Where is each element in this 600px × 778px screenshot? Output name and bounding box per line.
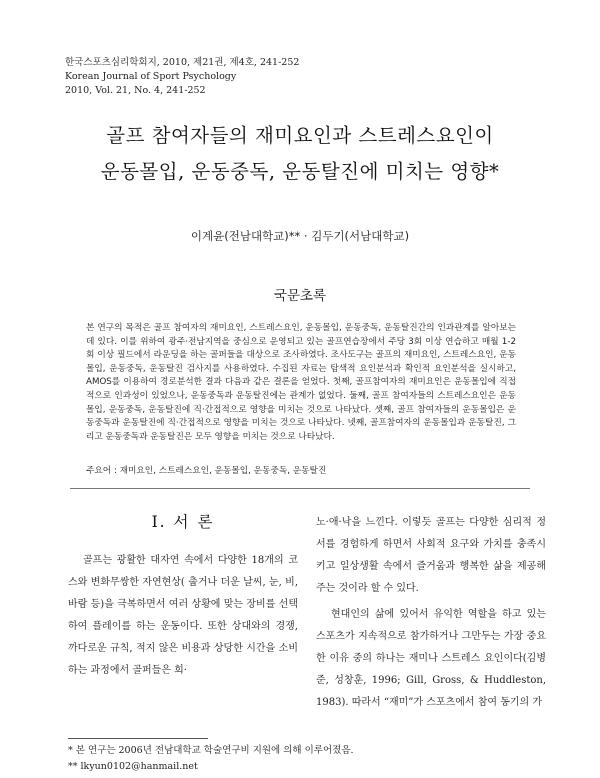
footnote-email: ** lkyun0102@hanmail.net (68, 761, 198, 772)
intro-paragraph-2: 현대인의 삶에 있어서 유익한 역할을 하고 있는 스포츠가 지속적으로 참가하거나 그만두는 가장 중요한 이유 중의 하나는 재미나 스트레스 요인이다(김병준, 성창훈, 1996; Gill, Gross, & Huddleston, 1983). 따라서 “재미”가 스포츠에서 참여 동기의 가 (316, 609, 546, 708)
journal-header-korean: 한국스포츠심리학회지, 2010, 제21권, 제4호, 241-252 (65, 57, 300, 68)
paper-title (0, 118, 600, 190)
intro-paragraph-1-continued: 노·애·낙을 느낀다. 이렇듯 골프는 다양한 심리적 정서를 경험하게 하면서 사회적 요구와 가치를 충족시키고 일상생활 속에서 즐거움과 행복한 삶을 제공해주는 것이라 할 수 있다. (316, 517, 546, 594)
right-column (316, 512, 546, 714)
footnote-divider (68, 738, 208, 739)
section-heading-introduction: I. 서 론 (151, 513, 215, 531)
abstract-divider (70, 488, 530, 489)
footnote-funding: * 본 연구는 2006년 전남대학교 학술연구비 지원에 의해 이루어졌음. (68, 745, 354, 756)
paper-title-line1: 골프 참여자들의 재미요인과 스트레스요인이 (106, 124, 494, 147)
paper-title-line2: 운동몰입, 운동중독, 운동탈진에 미치는 영향* (100, 160, 500, 183)
keywords: 주요어 : 재미요인, 스트레스요인, 운동몰입, 운동중독, 운동탈진 (86, 466, 327, 476)
abstract-body: 본 연구의 목적은 골프 참여자의 재미요인, 스트레스요인, 운동몰입, 운동중독, 운동탈진간의 인과관계를 알아보는데 있다. 이를 위하여 광주·전남지역을 중심으로 운영되고 있는 골프연습장에서 주당 3회 이상 연습하고 매월 1-2회 이상 필드에서 라운딩을 하는 골퍼들을 대상으로 조사하였다. 조사도구는 골프의 재미요인, 스트레스요인, 운동몰입, 운동중독, 운동탈진 검사지를 사용하였다. 수집된 자료는 탐색적 요인분석과 확인적 요인분석을 실시하고, AMOS를 이용하여 경로분석한 결과 다음과 같은 결론을 얻었다. 첫째, 골프참여자의 재미요인은 운동몰입에 직접적으로 인과성이 있었으나, 운동중독과 운동탈진에는 관계가 없었다. 둘째, 골프 참여자들의 스트레스요인은 운동몰입, 운동중독, 운동탈진에 직·간접적으로 영향을 미치는 것으로 나타났다. 셋째, 골프 참여자들의 운동몰입은 운동중독과 운동탈진에 직·간접적으로 영향을 미치는 것으로 나타났다. 넷째, 골프참여자의 운동몰입과 운동탈진, 그리고 운동중독과 운동탈진은 모두 영향을 미치는 것으로 나타났다. (86, 323, 516, 442)
journal-header-english: Korean Journal of Sport Psychology (65, 71, 237, 82)
footnotes (68, 743, 354, 775)
intro-paragraph-1: 골프는 광활한 대자연 속에서 다양한 18개의 코스와 변화무쌍한 자연현상( 춥거나 더운 날씨, 눈, 비, 바람 등)을 극복하면서 여러 상황에 맞는 장비를 선택하여 플레이를 하는 운동이다. 또한 상대와의 경쟁, 까다로운 규칙, 적지 않은 비용과 상당한 시간을 소비하는 과정에서 골퍼들은 희· (68, 555, 298, 676)
author-line: 이계윤(전남대학교)** · 김두기(서남대학교) (190, 229, 410, 243)
abstract-heading: 국문초록 (273, 288, 327, 304)
journal-header-volume: 2010, Vol. 21, No. 4, 241-252 (65, 85, 206, 96)
journal-header (65, 56, 299, 98)
left-column (68, 510, 298, 682)
